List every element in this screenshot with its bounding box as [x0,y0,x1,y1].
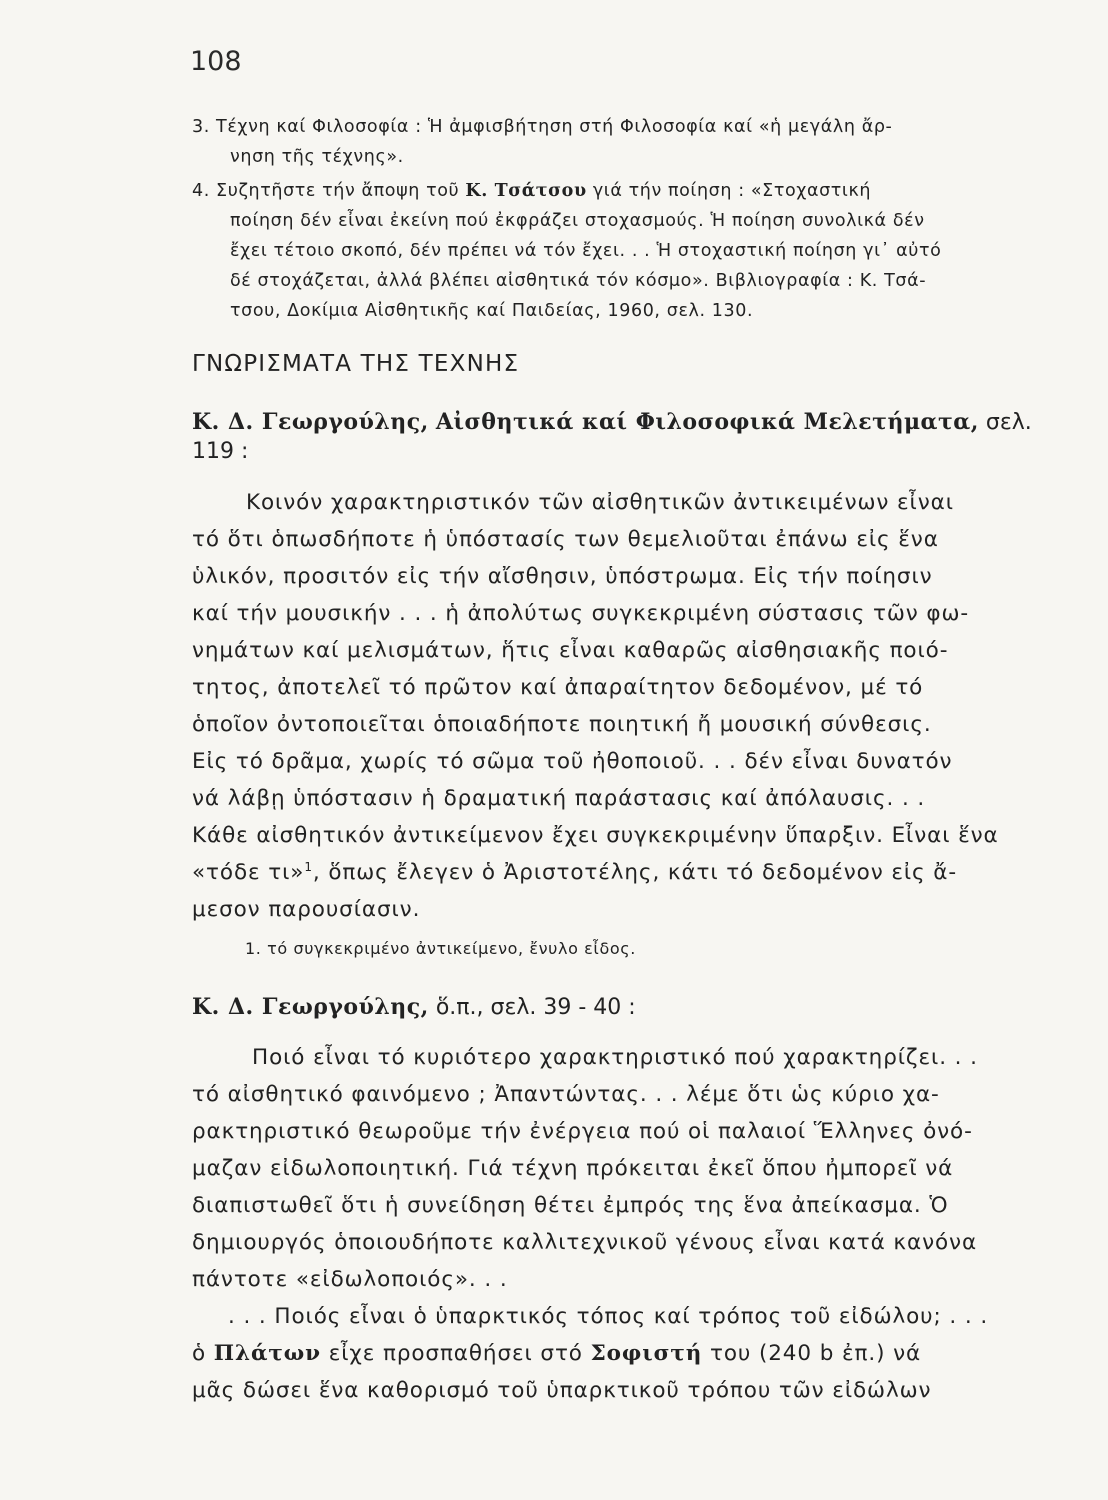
section-heading: ΓΝΩΡΙΣΜΑΤΑ ΤΗΣ ΤΕΧΝΗΣ [192,351,520,377]
footnote: 1. τό συγκεκριμένο ἀντικείμενο, ἔνυλο εἶδος. [245,939,636,958]
reference-1 [192,409,1032,435]
quote-2-line-9-pre: ὁ [192,1341,214,1366]
quote-1-line-5: νημάτων καί μελισμάτων, ἥτις εἶναι καθαρῶς αἰσθησιακῆς ποιό- [192,638,949,663]
quote-2-line-2: τό αἰσθητικό φαινόμενο ; Ἀπαντώντας. . . λέμε ὅτι ὡς κύριο χα- [192,1082,940,1107]
author-tsatsos: Κ. Τσάτσου [465,181,587,201]
quote-2-line-1: Ποιό εἶναι τό κυριότερο χαρακτηριστικό πού χαρακτηρίζει. . . [252,1045,978,1070]
quote-1-line-1: Κοινόν χαρακτηριστικόν τῶν αἰσθητικῶν ἀντικειμένων εἶναι [246,490,954,515]
list-item-4-line-2: ποίηση δέν εἶναι ἐκείνη πού ἐκφράζει στοχασμούς. Ἡ ποίηση συνολικά δέν [230,211,925,231]
quote-1-line-12: μεσον παρουσίασιν. [192,897,421,922]
tode-ti: «τόδε τι» [192,860,305,886]
quote-2-line-6: δημιουργός ὁποιουδήποτε καλλιτεχνικοῦ γένους εἶναι κατά κανόνα [192,1230,978,1255]
quote-2-line-7: πάντοτε «εἰδωλοποιός». . . [192,1267,508,1292]
quote-1-line-4: καί τήν μουσικήν . . . ἡ ἀπολύτως συγκεκριμένη σύστασις τῶν φω- [192,601,970,626]
quote-1-line-11-rest: , ὅπως ἔλεγεν ὁ Ἀριστοτέλης, κάτι τό δεδομένον εἰς ἄ- [312,860,958,886]
footnote-marker: 1 [304,860,313,874]
list-item-3-line-1: 3. Τέχνη καί Φιλοσοφία : Ἡ ἀμφισβήτηση στή Φιλοσοφία καί «ἡ μεγάλη ἄρ- [192,117,893,137]
reference-2 [192,994,636,1020]
sophist-title: Σοφιστή [590,1341,703,1366]
reference-1-page: 119 : [192,439,249,464]
reference-1-page-pre: σελ. [978,410,1032,435]
plato-name: Πλάτων [213,1341,321,1366]
quote-2-line-4: μαζαν εἰδωλοποιητική. Γιά τέχνη πρόκειται ἐκεῖ ὅπου ἠμπορεῖ νά [192,1156,954,1181]
quote-1-line-11 [192,860,957,885]
quote-1-line-3: ὑλικόν, προσιτόν εἰς τήν αἴσθησιν, ὑπόστρωμα. Εἰς τήν ποίησιν [192,564,933,589]
page-number: 108 [190,46,242,77]
quote-2-line-10: μᾶς δώσει ἕνα καθορισμό τοῦ ὑπαρκτικοῦ τρόπου τῶν εἰδώλων [192,1378,932,1403]
quote-1-line-9: νά λάβῃ ὑπόστασιν ἡ δραματική παράστασις καί ἀπόλαυσις. . . [192,786,926,811]
quote-1-line-8: Εἰς τό δρᾶμα, χωρίς τό σῶμα τοῦ ἠθοποιοῦ. . . δέν εἶναι δυνατόν [192,749,953,774]
quote-1-line-6: τητος, ἀποτελεῖ τό πρῶτον καί ἀπαραίτητον δεδομένον, μέ τό [192,675,924,700]
list-item-4-line-4: δέ στοχάζεται, ἀλλά βλέπει αἰσθητικά τόν κόσμο». Βιβλιογραφία : Κ. Τσά- [230,271,927,291]
list-item-4-pre: 4. Συζητῆστε τήν ἄποψη τοῦ [192,181,466,201]
reference-2-rest: ὅ.π., σελ. 39 - 40 : [428,995,636,1020]
list-item-4-post: γιά τήν ποίηση : «Στοχαστική [586,181,872,201]
quote-2-line-9-post: του (240 b ἐπ.) νά [702,1341,922,1366]
quote-2-line-3: ρακτηριστικό θεωροῦμε τήν ἐνέργεια πού οἱ παλαιοί Ἕλληνες ὀνό- [192,1119,973,1144]
list-item-4-line-3: ἔχει τέτοιο σκοπό, δέν πρέπει νά τόν ἔχει. . . Ἡ στοχαστική ποίηση γι᾽ αὐτό [230,241,942,261]
reference-2-author: Κ. Δ. Γεωργούλης, [192,994,429,1020]
quote-2-line-9-mid: εἶχε προσπαθήσει στό [320,1341,591,1366]
list-item-4-line-5: τσου, Δοκίμια Αἰσθητικῆς καί Παιδείας, 1960, σελ. 130. [230,301,754,321]
list-item-4-line-1 [192,181,871,201]
quote-2-line-9 [192,1341,921,1366]
quote-2-line-8: . . . Ποιός εἶναι ὁ ὑπαρκτικός τόπος καί τρόπος τοῦ εἰδώλου; . . . [228,1304,989,1329]
reference-1-author: Κ. Δ. Γεωργούλης, [192,409,429,435]
quote-1-line-7: ὁποῖον ὀντοποιεῖται ὁποιαδήποτε ποιητική ἤ μουσική σύνθεσις. [192,712,932,737]
reference-1-title: Αἰσθητικά καί Φιλοσοφικά Μελετήματα, [435,409,979,435]
quote-1-line-10: Κάθε αἰσθητικόν ἀντικείμενον ἔχει συγκεκριμένην ὕπαρξιν. Εἶναι ἕνα [192,823,999,848]
quote-2-line-5: διαπιστωθεῖ ὅτι ἡ συνείδηση θέτει ἐμπρός της ἕνα ἀπείκασμα. Ὁ [192,1193,949,1218]
list-item-3-line-2: νηση τῆς τέχνης». [230,147,404,167]
quote-1-line-2: τό ὅτι ὁπωσδήποτε ἡ ὑπόστασίς των θεμελιοῦται ἐπάνω εἰς ἕνα [192,527,939,552]
